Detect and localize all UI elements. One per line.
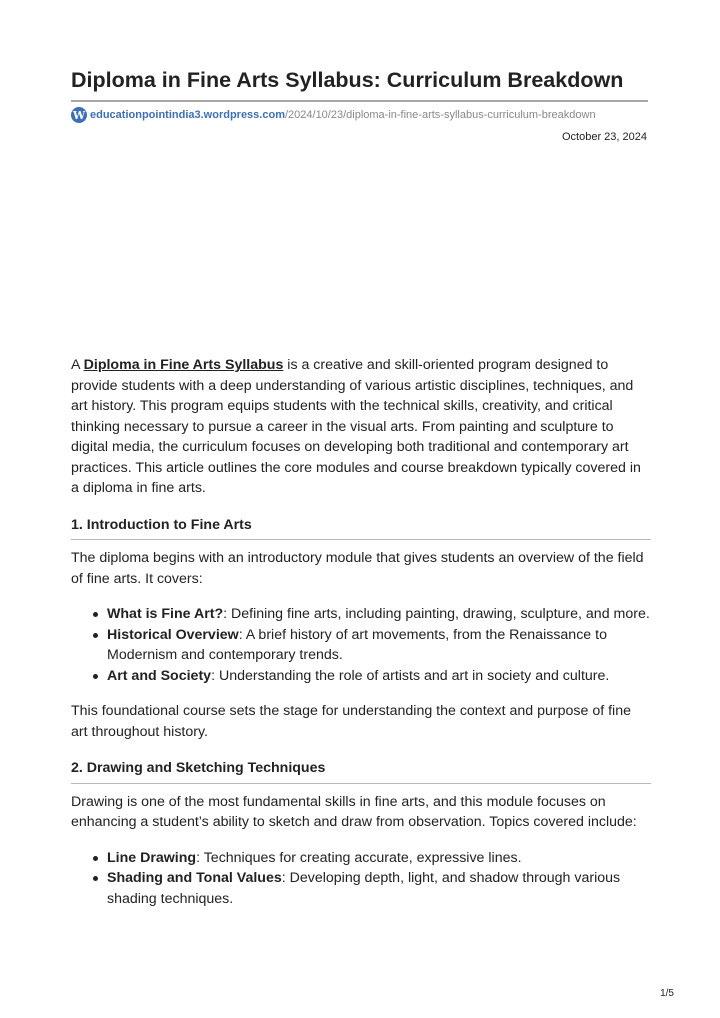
bullet-text: : Techniques for creating accurate, expressive lines. bbox=[196, 849, 522, 866]
page-number: 1/5 bbox=[660, 988, 674, 999]
section-closing: This foundational course sets the stage for understanding the context and purpose of fine art throughout history. bbox=[71, 703, 631, 740]
syllabus-link[interactable]: Diploma in Fine Arts Syllabus bbox=[83, 357, 284, 373]
wordpress-icon: W bbox=[72, 108, 86, 122]
page-title: Diploma in Fine Arts Syllabus: Curriculum Breakdown bbox=[71, 68, 624, 92]
title-divider bbox=[71, 100, 648, 102]
intro-paragraph bbox=[71, 355, 651, 499]
bullet-text: : Developing depth, light, and shadow through various shading techniques. bbox=[107, 870, 621, 907]
bullet-term: Shading and Tonal Values bbox=[107, 870, 282, 886]
list-item bbox=[91, 868, 651, 909]
intro-prefix: A bbox=[71, 357, 84, 373]
section-bullet-list bbox=[71, 848, 651, 910]
section-heading: 2. Drawing and Sketching Techniques bbox=[71, 758, 651, 784]
list-item bbox=[91, 666, 651, 687]
section-bullet-list bbox=[71, 604, 651, 686]
bullet-text: : A brief history of art movements, from the Renaissance to Modernism and contemporary trends. bbox=[107, 626, 607, 663]
list-item bbox=[91, 604, 651, 625]
source-url-row[interactable] bbox=[71, 106, 596, 124]
publish-date: October 23, 2024 bbox=[561, 131, 647, 143]
source-domain[interactable]: educationpointindia3.wordpress.com bbox=[90, 109, 285, 121]
section-lead: Drawing is one of the most fundamental skills in fine arts, and this module focuses on enhancing a student’s ability to sketch and draw from observation. Topics covered include: bbox=[71, 793, 637, 830]
section-heading: 1. Introduction to Fine Arts bbox=[71, 515, 651, 541]
section-lead: The diploma begins with an introductory module that gives students an overview of the field of fine arts. It covers: bbox=[71, 550, 644, 587]
bullet-text: : Defining fine arts, including painting, drawing, sculpture, and more. bbox=[223, 606, 650, 622]
list-item bbox=[91, 848, 651, 869]
article-body bbox=[71, 355, 651, 924]
intro-text: is a creative and skill-oriented program designed to provide students with a deep understanding of various artistic disciplines, techniques, and art history. This program equips students with the technical skills, creativity, and critical thinking necessary to pursue a career in the visual arts. From painting and sculpture to digital media, the curriculum focuses on developing both traditional and contemporary art practices. This article outlines the core modules and course breakdown typically covered in a diploma in fine arts. bbox=[71, 357, 641, 496]
bullet-text: : Understanding the role of artists and art in society and culture. bbox=[211, 667, 610, 684]
source-path[interactable]: /2024/10/23/diploma-in-fine-arts-syllabus-curriculum-breakdown bbox=[284, 109, 596, 121]
bullet-term: Historical Overview bbox=[107, 626, 239, 643]
bullet-term: What is Fine Art? bbox=[107, 606, 224, 622]
list-item bbox=[91, 625, 651, 666]
bullet-term: Art and Society bbox=[107, 667, 212, 684]
bullet-term: Line Drawing bbox=[107, 849, 197, 866]
